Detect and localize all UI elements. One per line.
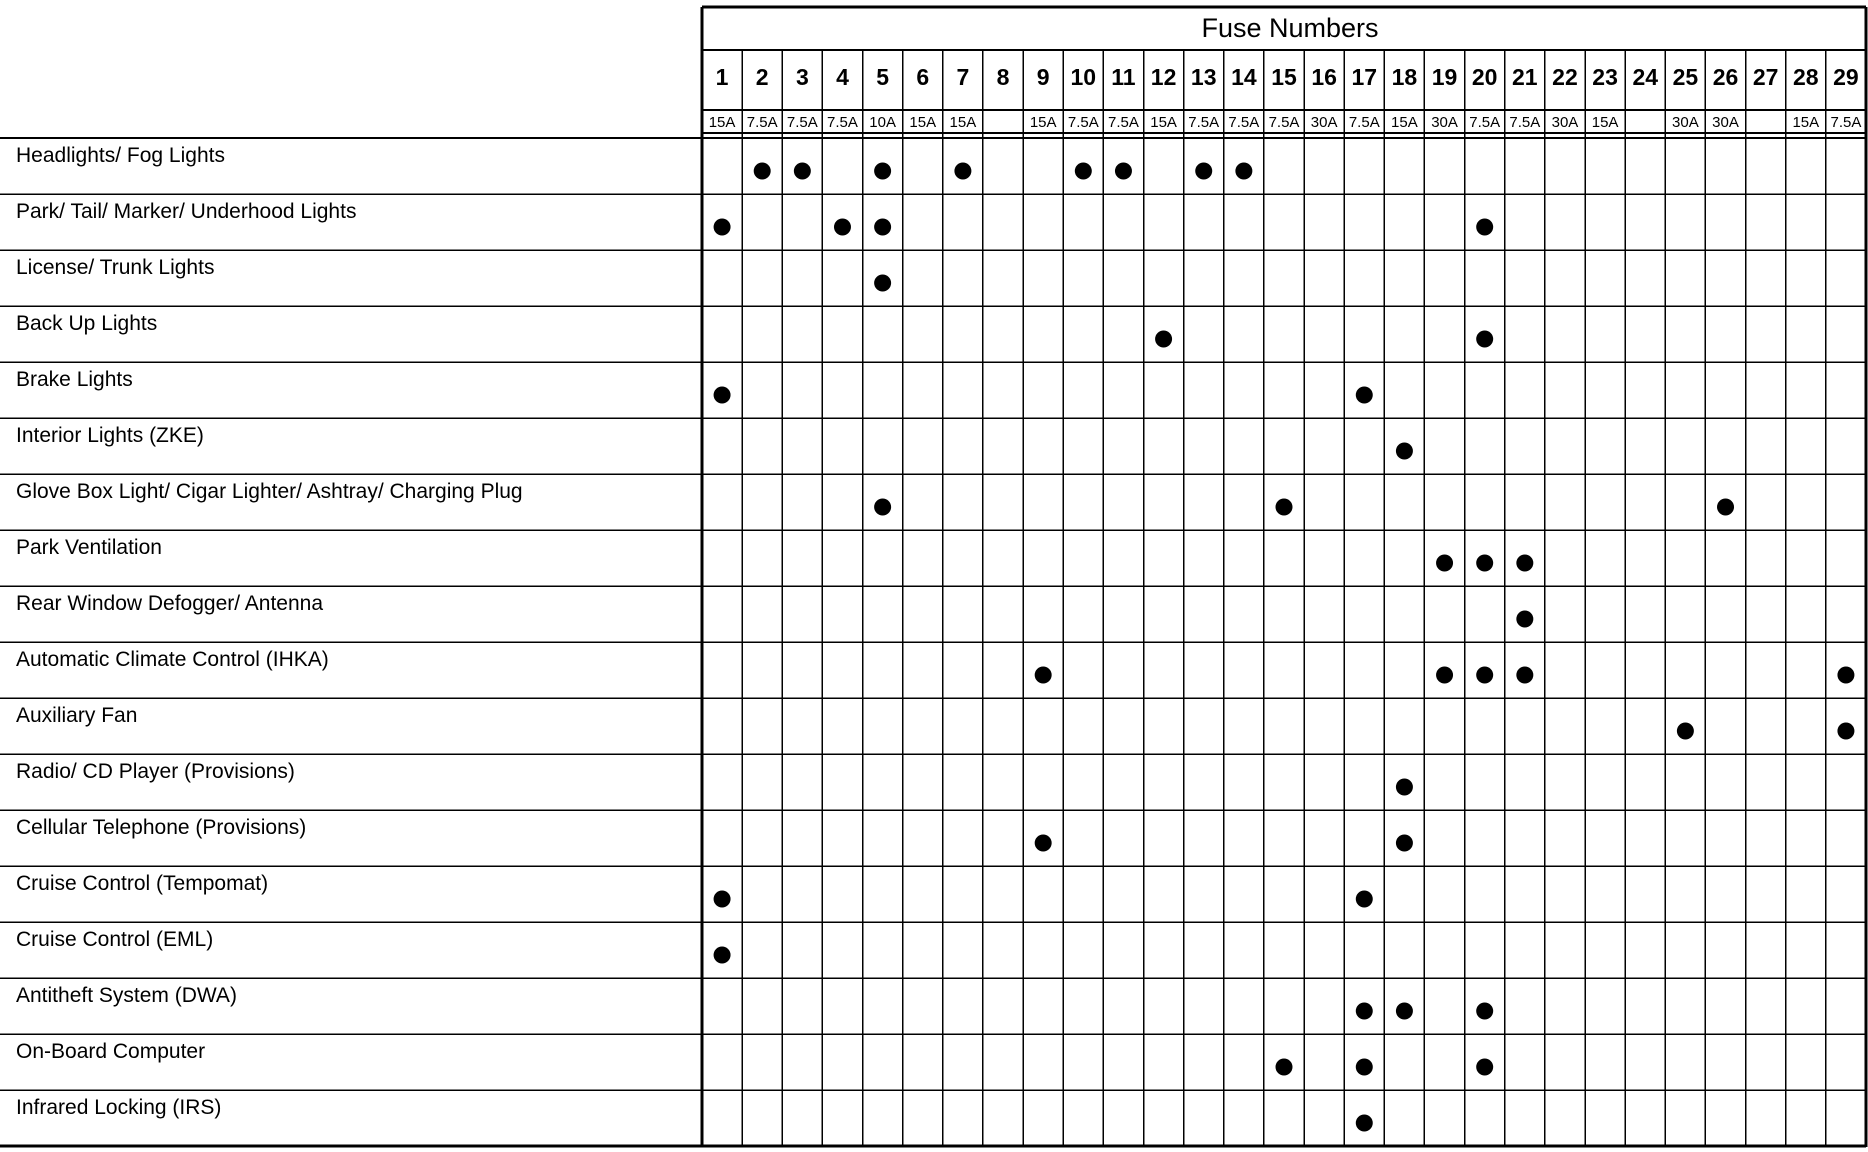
usage-dot [834, 219, 851, 236]
fuse-rating: 7.5A [1348, 114, 1380, 131]
row-label: Rear Window Defogger/ Antenna [16, 592, 324, 615]
usage-dot [1837, 723, 1854, 740]
usage-dot [1677, 723, 1694, 740]
row-label: Glove Box Light/ Cigar Lighter/ Ashtray/ Charging Plug [16, 480, 523, 503]
usage-dot [874, 163, 891, 180]
usage-dot [1476, 331, 1493, 348]
fuse-numbers-title: Fuse Numbers [1201, 13, 1379, 43]
fuse-number: 4 [836, 64, 849, 90]
usage-dot [1396, 835, 1413, 852]
fuse-number: 14 [1231, 64, 1257, 90]
usage-dot [1516, 611, 1533, 628]
fuse-rating: 15A [1591, 114, 1619, 131]
row-label: Park/ Tail/ Marker/ Underhood Lights [16, 200, 357, 223]
fuse-number: 28 [1792, 64, 1819, 90]
grid-lines [0, 7, 1866, 1147]
usage-dot [954, 163, 971, 180]
fuse-header [709, 64, 1862, 131]
fuse-rating: 7.5A [1268, 114, 1300, 131]
usage-dot [1075, 163, 1092, 180]
fuse-rating: 30A [1310, 114, 1338, 131]
row-label: Infrared Locking (IRS) [16, 1096, 222, 1119]
fuse-number: 25 [1672, 64, 1699, 90]
row-label: Brake Lights [16, 368, 133, 391]
fuse-rating: 7.5A [1188, 114, 1220, 131]
usage-dot [1396, 779, 1413, 796]
fuse-rating: 15A [1391, 114, 1418, 131]
fuse-number: 2 [755, 64, 769, 90]
fuse-number: 9 [1036, 64, 1050, 90]
usage-dot [1155, 331, 1172, 348]
fuse-rating: 7.5A [827, 114, 858, 131]
usage-dot [1396, 1003, 1413, 1020]
usage-dot [1356, 891, 1373, 908]
usage-dot [1276, 499, 1293, 516]
row-label: Cruise Control (EML) [16, 928, 214, 951]
fuse-number: 13 [1190, 64, 1217, 90]
usage-dot [1837, 667, 1854, 684]
fuse-rating: 30A [1431, 114, 1458, 131]
fuse-number: 17 [1351, 64, 1378, 90]
fuse-number: 12 [1150, 64, 1177, 90]
fuse-rating: 15A [708, 114, 736, 131]
usage-dot [1717, 499, 1734, 516]
usage-dot [874, 219, 891, 236]
fuse-number: 1 [715, 64, 729, 90]
row-label: Radio/ CD Player (Provisions) [16, 760, 295, 783]
usage-dots [714, 163, 1855, 1132]
row-label: Antitheft System (DWA) [16, 984, 237, 1007]
usage-dot [754, 163, 771, 180]
row-label: Cruise Control (Tempomat) [16, 872, 269, 895]
row-label: Automatic Climate Control (IHKA) [16, 648, 329, 671]
usage-dot [1476, 1003, 1493, 1020]
fuse-number: 15 [1271, 64, 1297, 90]
fuse-rating: 30A [1551, 114, 1579, 131]
fuse-rating: 30A [1712, 114, 1739, 131]
fuse-number: 29 [1833, 64, 1859, 90]
fuse-number: 19 [1431, 64, 1458, 90]
fuse-rating: 15A [1792, 114, 1820, 131]
fuse-rating: 30A [1672, 114, 1699, 131]
fuse-number: 22 [1552, 64, 1578, 90]
usage-dot [1115, 163, 1132, 180]
usage-dot [874, 499, 891, 516]
fuse-number: 16 [1311, 64, 1337, 90]
fuse-rating: 7.5A [786, 114, 818, 131]
fuse-rating: 7.5A [746, 114, 778, 131]
usage-dot [1356, 1003, 1373, 1020]
fuse-rating: 7.5A [1509, 114, 1541, 131]
usage-dot [1356, 1115, 1373, 1132]
row-label: Park Ventilation [16, 536, 162, 559]
row-label: Back Up Lights [16, 312, 158, 335]
fuse-number: 21 [1512, 64, 1538, 90]
row-label: Interior Lights (ZKE) [16, 424, 204, 447]
fuse-number: 26 [1712, 64, 1739, 90]
fuse-number: 27 [1752, 64, 1779, 90]
fuse-rating: 7.5A [1469, 114, 1501, 131]
row-label: On-Board Computer [16, 1040, 206, 1063]
usage-dot [1436, 555, 1453, 572]
fuse-number: 6 [916, 64, 930, 90]
fuse-number: 5 [876, 64, 890, 90]
usage-dot [714, 891, 731, 908]
usage-dot [1396, 443, 1413, 460]
fuse-rating: 15A [1150, 114, 1177, 131]
fuse-rating: 7.5A [1830, 114, 1862, 131]
usage-dot [1235, 163, 1252, 180]
usage-dot [1356, 1059, 1373, 1076]
usage-dot [1476, 219, 1493, 236]
fuse-number: 8 [996, 64, 1010, 90]
usage-dot [714, 947, 731, 964]
usage-dot [1516, 555, 1533, 572]
usage-dot [794, 163, 811, 180]
fuse-rating: 10A [869, 114, 896, 131]
usage-dot [1476, 555, 1493, 572]
usage-dot [1476, 1059, 1493, 1076]
row-label: Cellular Telephone (Provisions) [16, 816, 307, 839]
usage-dot [1516, 667, 1533, 684]
fuse-number: 23 [1592, 64, 1618, 90]
row-label: Auxiliary Fan [16, 704, 138, 727]
fuse-number: 3 [795, 64, 809, 90]
usage-dot [1356, 387, 1373, 404]
row-label: License/ Trunk Lights [16, 256, 215, 279]
usage-dot [1035, 835, 1052, 852]
usage-dot [1195, 163, 1212, 180]
fuse-number: 18 [1391, 64, 1418, 90]
usage-dot [1276, 1059, 1293, 1076]
fuse-rating: 7.5A [1228, 114, 1260, 131]
fuse-number: 20 [1471, 64, 1498, 90]
usage-dot [714, 387, 731, 404]
usage-dot [714, 219, 731, 236]
fuse-rating: 7.5A [1067, 114, 1099, 131]
row-label: Headlights/ Fog Lights [16, 144, 225, 167]
row-labels [16, 144, 523, 1119]
fuse-number: 24 [1632, 64, 1659, 90]
fuse-rating: 15A [1029, 114, 1057, 131]
usage-dot [1476, 667, 1493, 684]
usage-dot [1436, 667, 1453, 684]
fuse-rating: 7.5A [1108, 114, 1139, 131]
fuse-rating: 15A [949, 114, 977, 131]
fuse-number: 11 [1111, 64, 1136, 90]
usage-dot [1035, 667, 1052, 684]
fuse-rating: 15A [909, 114, 937, 131]
fuse-number: 10 [1070, 64, 1097, 90]
usage-dot [874, 275, 891, 292]
fuse-number: 7 [956, 64, 970, 90]
